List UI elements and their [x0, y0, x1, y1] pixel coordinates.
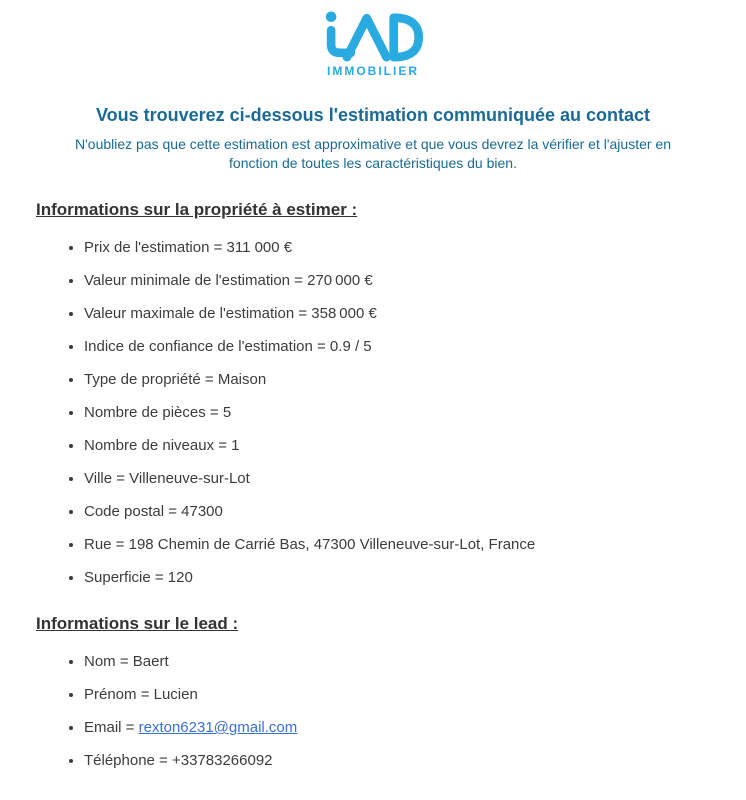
list-item: • Nombre de niveaux = 1: [84, 437, 710, 455]
list-item: • Prix de l'estimation = 311 000 €: [84, 239, 710, 257]
list-item: • Nom = Baert: [84, 653, 710, 671]
page-subtitle: N'oubliez pas que cette estimation est approximative et que vous devrez la vérifier et l'ajuster en fonction de toutes les caractéristiques du bien.: [75, 136, 671, 171]
list-item: [84, 719, 710, 737]
list-item: • Valeur minimale de l'estimation = 270 000 €: [84, 272, 710, 290]
list-item-label: Email =: [84, 719, 139, 736]
list-item: • Rue = 198 Chemin de Carrié Bas, 47300 Villeneuve-sur-Lot, France: [84, 536, 710, 554]
list-item: • Superficie = 120: [84, 569, 710, 587]
list-item: • Type de propriété = Maison: [84, 371, 710, 389]
lead-info-list: [36, 653, 710, 770]
email-link[interactable]: rexton6231@gmail.com: [138, 719, 298, 736]
property-section-heading: Informations sur la propriété à estimer :: [36, 200, 358, 219]
list-item: • Nombre de pièces = 5: [84, 404, 710, 422]
list-item: • Ville = Villeneuve-sur-Lot: [84, 470, 710, 488]
list-item: • Téléphone = +33783266092: [84, 752, 710, 770]
page-title: Vous trouverez ci-dessous l'estimation communiquée au contact: [95, 105, 651, 125]
logo-subtext: IMMOBILIER: [327, 64, 419, 78]
iad-logo-icon: [322, 10, 424, 62]
lead-section-heading: Informations sur le lead :: [36, 614, 239, 633]
list-item: • Prénom = Lucien: [84, 686, 710, 704]
property-info-list: [36, 239, 710, 587]
iad-logo: [36, 10, 710, 78]
list-item: • Code postal = 47300: [84, 503, 710, 521]
list-item: • Valeur maximale de l'estimation = 358 000 €: [84, 305, 710, 323]
list-item: • Indice de confiance de l'estimation = 0.9 / 5: [84, 338, 710, 356]
